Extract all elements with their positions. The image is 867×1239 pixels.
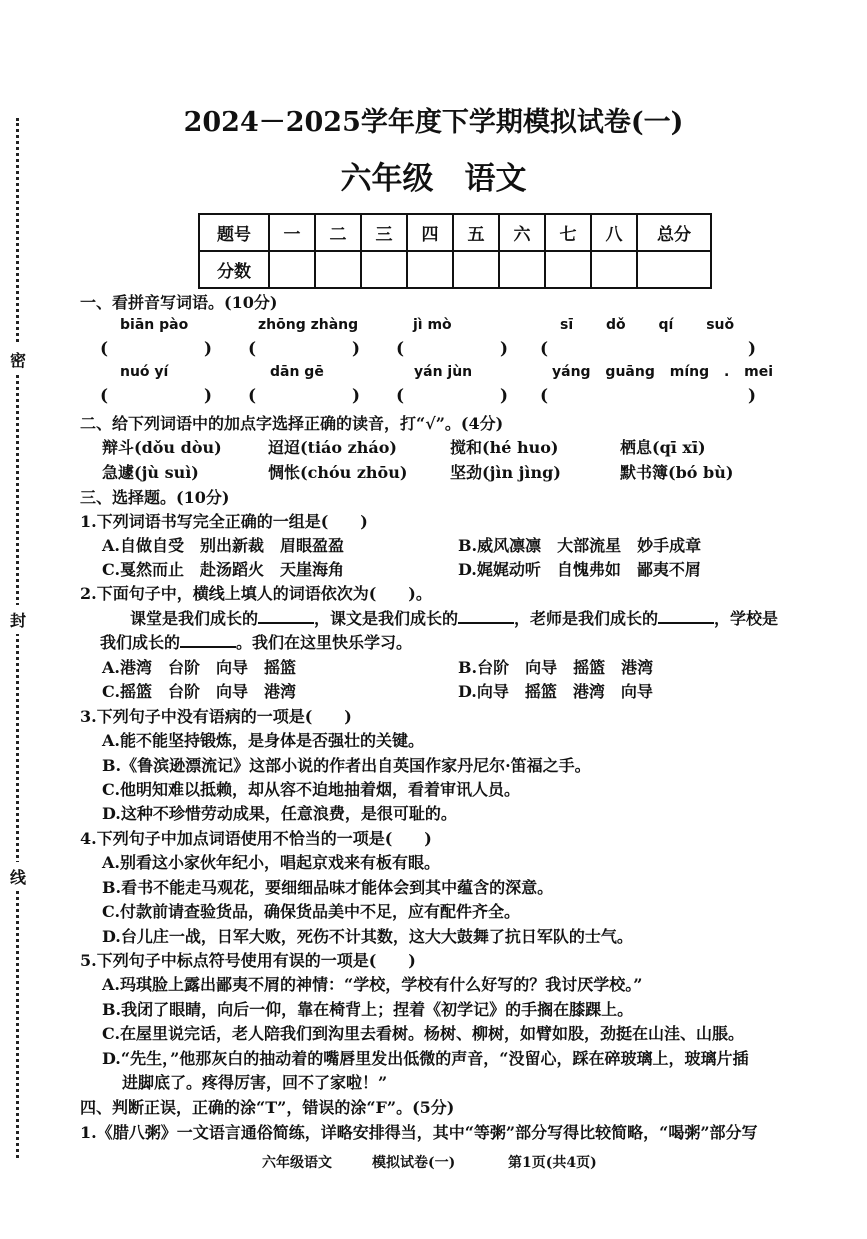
score-header-cell: 二 [315, 214, 361, 251]
option-d[interactable]: D.“先生，”他那灰白的抽动着的嘴唇里发出低微的声音，“没留心，踩在碎玻璃上，玻璃片插 [102, 1049, 749, 1068]
score-header-cell: 五 [453, 214, 499, 251]
option-c[interactable]: C.戛然而止 赴汤蹈火 天崖海角 [102, 560, 345, 579]
reading-option[interactable]: 坚劲(jìn jìng) [450, 463, 561, 482]
sentence-part: ，老师是我们成长的 [514, 609, 659, 628]
sentence-part: ，课文是我们成长的 [314, 609, 459, 628]
option-b[interactable]: B.《鲁滨逊漂流记》这部小说的作者出自英国作家丹尼尔·笛福之手。 [102, 756, 591, 775]
score-cell[interactable] [637, 251, 711, 288]
question-3-2-sentence [130, 606, 778, 629]
option-d[interactable]: D.向导 摇篮 港湾 向导 [458, 682, 653, 701]
answer-box-7[interactable]: ( ) [396, 386, 509, 406]
option-b[interactable]: B.我闭了眼睛，向后一仰，靠在椅背上；捏着《初学记》的手搁在膝踝上。 [102, 1000, 634, 1019]
exam-title: 2024－2025学年度下学期模拟试卷(一) [183, 107, 684, 138]
sentence-part: ，学校是 [714, 609, 779, 628]
score-table-score-row [199, 251, 711, 288]
fill-blank[interactable] [458, 608, 514, 624]
option-a[interactable]: A.港湾 台阶 向导 摇篮 [102, 658, 296, 677]
sentence-part: 我们成长的 [100, 633, 181, 652]
score-header-cell: 四 [407, 214, 453, 251]
score-cell[interactable] [453, 251, 499, 288]
pinyin-7: yán jùn [414, 364, 473, 380]
option-a[interactable]: A.自做自受 别出新裁 眉眼盈盈 [102, 536, 344, 555]
score-header-cell: 七 [545, 214, 591, 251]
score-row-label: 分数 [199, 251, 269, 288]
pinyin-1: biān pào [120, 317, 189, 333]
sentence-part: 课堂是我们成长的 [130, 609, 259, 628]
score-header-cell: 题号 [199, 214, 269, 251]
answer-box-1[interactable]: ( ) [100, 339, 213, 359]
score-table [198, 213, 712, 289]
pinyin-4: sī dǒ qí suǒ [560, 317, 735, 333]
reading-option[interactable]: 急遽(jù suì) [102, 463, 199, 482]
option-d[interactable]: D.台儿庄一战，日军大败，死伤不计其数，这大大鼓舞了抗日军队的士气。 [102, 927, 633, 946]
answer-box-5[interactable]: ( ) [100, 386, 213, 406]
question-3-2: 2.下面句子中，横线上填人的词语依次为( )。 [80, 584, 432, 603]
reading-option[interactable]: 栖息(qī xī) [620, 438, 706, 457]
question-3-4: 4.下列句子中加点词语使用不恰当的一项是( ) [80, 829, 432, 848]
score-table-header-row [199, 214, 711, 251]
exam-subtitle: 六年级 语文 [340, 161, 527, 197]
score-cell[interactable] [499, 251, 545, 288]
reading-option[interactable]: 惆怅(chóu zhōu) [268, 463, 408, 482]
score-cell[interactable] [269, 251, 315, 288]
option-d[interactable]: D.这种不珍惜劳动成果，任意浪费，是很可耻的。 [102, 804, 457, 823]
score-header-cell: 三 [361, 214, 407, 251]
footer-subject: 六年级语文 [262, 1155, 332, 1171]
footer-exam: 模拟试卷(一) [372, 1155, 456, 1171]
option-b[interactable]: B.威风凛凛 大部流星 妙手成章 [458, 536, 702, 555]
section-4-title: 四、判断正误，正确的涂“T”，错误的涂“F”。(5分) [80, 1098, 455, 1117]
answer-box-4[interactable]: ( ) [540, 339, 757, 359]
question-3-2-sentence-cont [100, 630, 412, 653]
section-3-title: 三、选择题。(10分) [80, 488, 230, 507]
reading-option[interactable]: 辩斗(dǒu dòu) [102, 438, 222, 457]
reading-option[interactable]: 迢迢(tiáo zháo) [268, 438, 397, 457]
reading-option[interactable]: 搅和(hé huo) [450, 438, 559, 457]
question-3-3: 3.下列句子中没有语病的一项是( ) [80, 707, 352, 726]
score-cell[interactable] [361, 251, 407, 288]
fill-blank[interactable] [658, 608, 714, 624]
option-a[interactable]: A.玛琪脸上露出鄙夷不屑的神情：“学校，学校有什么好写的？我讨厌学校。” [102, 975, 643, 994]
option-c[interactable]: C.在屋里说完话，老人陪我们到沟里去看树。杨树、柳树，如臂如股，劲挺在山洼、山脹。 [102, 1024, 745, 1043]
score-cell[interactable] [407, 251, 453, 288]
pinyin-3: jì mò [413, 317, 452, 333]
reading-option[interactable]: 默书簿(bó bù) [620, 463, 734, 482]
answer-box-8[interactable]: ( ) [540, 386, 757, 406]
margin-mark-line: 线 [10, 862, 26, 891]
margin-mark-close: 封 [10, 605, 26, 634]
option-c[interactable]: C.付款前请查验货品，确保货品美中不足，应有配件齐全。 [102, 902, 521, 921]
pinyin-8: yáng guāng míng . mei [552, 364, 774, 380]
option-c[interactable]: C.摇篮 台阶 向导 港湾 [102, 682, 297, 701]
binding-dotted-line [16, 118, 19, 1158]
section-2-title: 二、给下列词语中的加点字选择正确的读音，打“√”。(4分) [80, 414, 504, 433]
score-header-cell: 六 [499, 214, 545, 251]
score-header-cell: 一 [269, 214, 315, 251]
option-b[interactable]: B.看书不能走马观花，要细细品味才能体会到其中蕴含的深意。 [102, 878, 554, 897]
fill-blank[interactable] [180, 632, 236, 648]
score-cell[interactable] [545, 251, 591, 288]
sentence-part: 。我们在这里快乐学习。 [236, 633, 413, 652]
question-3-1: 1.下列词语书写完全正确的一组是( ) [80, 512, 368, 531]
fill-blank[interactable] [258, 608, 314, 624]
question-3-5: 5.下列句子中标点符号使用有误的一项是( ) [80, 951, 416, 970]
footer-page: 第1页(共4页) [508, 1155, 597, 1171]
margin-mark-seal: 密 [10, 345, 26, 374]
option-c[interactable]: C.他明知难以抵赖，却从容不迫地抽着烟，看着审讯人员。 [102, 780, 521, 799]
question-4-1: 1.《腊八粥》一文语言通俗简练，详略安排得当，其中“等粥”部分写得比较简略，“喝粥”部分写 [80, 1123, 758, 1142]
option-a[interactable]: A.能不能坚持锻炼，是身体是否强壮的关键。 [102, 731, 424, 750]
option-d[interactable]: D.娓娓动听 自愧弗如 鄙夷不屑 [458, 560, 701, 579]
answer-box-6[interactable]: ( ) [248, 386, 361, 406]
score-cell[interactable] [591, 251, 637, 288]
option-d-cont: 进脚底了。疼得厉害，回不了家啦！” [122, 1073, 388, 1092]
option-b[interactable]: B.台阶 向导 摇篮 港湾 [458, 658, 654, 677]
pinyin-6: dān gē [270, 364, 324, 380]
answer-box-2[interactable]: ( ) [248, 339, 361, 359]
option-a[interactable]: A.别看这小家伙年纪小，唱起京戏来有板有眼。 [102, 853, 440, 872]
pinyin-5: nuó yí [120, 364, 169, 380]
pinyin-2: zhōng zhàng [258, 317, 359, 333]
score-header-cell: 八 [591, 214, 637, 251]
section-1-title: 一、看拼音写词语。(10分) [80, 293, 278, 312]
score-cell[interactable] [315, 251, 361, 288]
score-header-cell: 总分 [637, 214, 711, 251]
answer-box-3[interactable]: ( ) [396, 339, 509, 359]
